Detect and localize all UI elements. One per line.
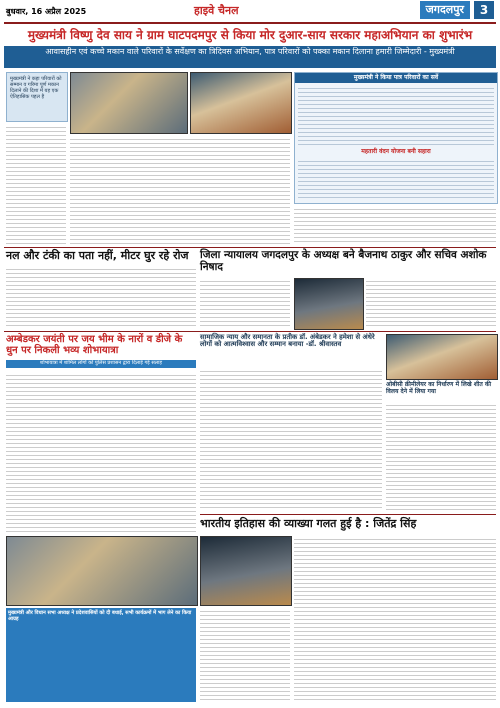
footer-box bbox=[6, 608, 196, 702]
lead-photo-1 bbox=[70, 72, 188, 134]
story-3-photo bbox=[6, 536, 198, 606]
right-box-title: मुख्यमंत्री ने किया पात्र परिवारों का सर्वे bbox=[295, 73, 497, 83]
story-4-headline: सामाजिक न्याय और समानता के प्रतीक डॉ. अंबेडकर ने हमेशा से अंधेरे लोगों को आत्मविश्वास और सम्मान बनाया -डॉ. श्रीवास्तव bbox=[200, 333, 375, 349]
right-box-subtitle: महतारी वंदन योजना बनी सहारा bbox=[361, 148, 431, 155]
story-4-body bbox=[200, 368, 382, 510]
issue-date: बुधवार, 16 अप्रैल 2025 bbox=[6, 7, 87, 16]
masthead bbox=[4, 0, 496, 24]
highlight-box bbox=[6, 72, 68, 122]
city-label: जगदलपुर bbox=[420, 1, 470, 19]
story-1-body bbox=[6, 266, 196, 328]
right-box bbox=[294, 72, 498, 204]
story-6-photo bbox=[200, 536, 292, 606]
page-number: 3 bbox=[474, 1, 494, 19]
story-3-headline: अम्बेडकर जयंती पर जय भीम के नारों व डीजे के धुन पर निकली भव्य शोभायात्रा bbox=[6, 334, 183, 356]
highlight-text: मुख्यमंत्री ने कहा परिवारों को सम्मान व गरिमा पूर्ण मकान दिलाने की दिशा में यह एक ऐतिहासिक पहल है bbox=[10, 76, 62, 100]
divider bbox=[200, 514, 496, 515]
story-5-headline: ओबीसी क्रीमीलेयर का निर्धारण में लिखे शीत की विलय देने में लिया गया bbox=[386, 381, 492, 395]
right-box-text-2 bbox=[298, 158, 494, 200]
story-2-body-2 bbox=[366, 278, 496, 328]
story-3-subhead: शोभायात्रा में शामिल लोगों को पुलिस प्रशासन द्वारा दिलाई गई सलाह bbox=[6, 360, 196, 368]
story-5-photo bbox=[386, 334, 498, 380]
story-2-photo bbox=[294, 278, 364, 330]
lead-column-right bbox=[294, 206, 496, 244]
story-6-body bbox=[294, 536, 496, 702]
divider bbox=[4, 331, 496, 332]
lead-headline: मुख्यमंत्री विष्णु देव साय ने ग्राम घाटपदमपुर से किया मोर दुआर-साय सरकार महाअभियान का शुभारंभ bbox=[27, 28, 473, 42]
story-1-headline: नल और टंकी का पता नहीं, मीटर घुर रहे रोज bbox=[6, 249, 189, 262]
story-6-body-2 bbox=[200, 608, 290, 702]
divider bbox=[4, 247, 496, 248]
footer-box-title: मुख्यमंत्री और विधान सभा अध्यक्ष ने प्रदेशवासियों को दी बधाई, सभी कार्यक्रमों में भाग लेने का किया आग्रह bbox=[8, 610, 192, 622]
paper-name: हाइवे चैनल bbox=[194, 4, 239, 17]
story-5-body bbox=[386, 402, 496, 510]
lead-columns bbox=[70, 136, 290, 244]
story-2-headline: जिला न्यायालय जगदलपुर के अध्यक्ष बने बैजनाथ ठाकुर और सचिव अशोक निषाद bbox=[200, 249, 487, 273]
lead-column-1 bbox=[6, 124, 66, 244]
story-3-body bbox=[6, 372, 196, 532]
lead-subhead: आवासहीन एवं कच्चे मकान वाले परिवारों के सर्वेक्षण का त्रिदिवस अभियान, पात्र परिवारों को पक्का मकान दिलाना हमारी जिम्मेदारी - मुख्यमंत्री bbox=[4, 46, 496, 68]
right-box-text bbox=[298, 85, 494, 145]
story-2-body bbox=[200, 278, 290, 328]
lead-photo-2 bbox=[190, 72, 292, 134]
story-6-headline: भारतीय इतिहास की व्याख्या गलत हुई है : जितेंद्र सिंह bbox=[200, 517, 417, 530]
